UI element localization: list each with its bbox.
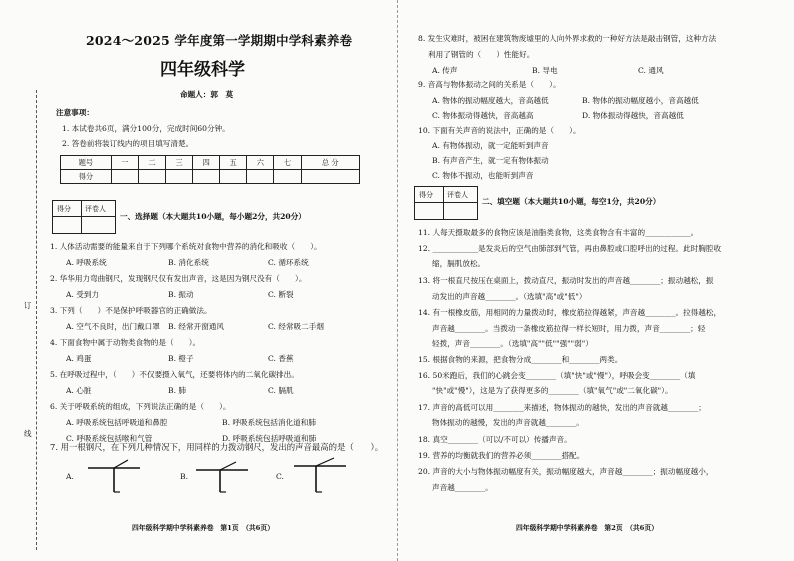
grader-score-label: 得分 bbox=[419, 191, 433, 199]
fill-line: 声音越________。当拨动一条橡皮筋拉得一样长短时，用力拨，声音________；轻 bbox=[432, 324, 706, 333]
score-cell: 题号 bbox=[61, 156, 112, 170]
q2-option-c[interactable]: C. 断裂 bbox=[268, 290, 294, 299]
score-input-cell[interactable] bbox=[220, 170, 247, 184]
note-2: 2. 答卷前将装订线内的项目填写清楚。 bbox=[62, 139, 194, 148]
score-input-cell[interactable] bbox=[138, 170, 165, 184]
q6-option-b[interactable]: B. 呼吸系统包括消化道和肺 bbox=[222, 418, 316, 427]
q7-option-a[interactable]: A. bbox=[66, 472, 74, 481]
q3-option-a[interactable]: A. 空气不良时，出门戴口罩 bbox=[66, 322, 160, 331]
q6-option-c[interactable]: C. 呼吸系统包括喉和气管 bbox=[66, 434, 153, 443]
score-table-header-row bbox=[61, 156, 360, 170]
score-cell: 六 bbox=[247, 156, 274, 170]
question-6: 6. 关于呼吸系统的组成，下列说法正确的是（ ）。 bbox=[50, 402, 231, 411]
q10-option-c[interactable]: C. 物体不振动，也能听到声音 bbox=[432, 171, 534, 180]
q9-option-a[interactable]: A. 物体的振动幅度越大，音高越低 bbox=[432, 96, 549, 105]
q8-option-b[interactable]: B. 导电 bbox=[532, 66, 558, 75]
question-2: 2. 华华用力弯曲钢尺，发现钢尺仅有发出声音，这是因为钢尺没有（ ）。 bbox=[50, 274, 307, 283]
page-2-footer: 四年级科学期中学科素养卷 第2页 （共6页） bbox=[516, 524, 658, 532]
ruler-figure-b bbox=[192, 456, 256, 496]
score-cell: 三 bbox=[166, 156, 193, 170]
section-2-heading: 二、填空题（本大题共10小题，每空1分，共20分） bbox=[482, 197, 661, 206]
score-input-cell[interactable] bbox=[111, 170, 138, 184]
question-8-cont: 利用了钢管的（ ）性能好。 bbox=[428, 50, 535, 59]
fill-line: 物体振动的越慢，发出的声音就越________。 bbox=[432, 418, 584, 427]
fill-line: "快"或"慢"），这是为了获得更多的________（填"氧气"或"二氧化碳"）。 bbox=[432, 386, 673, 395]
fill-line: 17. 声音的高低可以用________来描述，物体振动的越快，发出的声音就越________； bbox=[418, 403, 706, 412]
q5-option-c[interactable]: C. 膈肌 bbox=[268, 386, 294, 395]
score-cell: 二 bbox=[138, 156, 165, 170]
question-5: 5. 在呼吸过程中，（ ）不仅要摄入氧气，还要将体内的二氧化碳排出。 bbox=[50, 370, 299, 379]
q1-option-a[interactable]: A. 呼吸系统 bbox=[66, 258, 107, 267]
question-8: 8. 发生灾难时，被困在建筑物废墟里的人向外界求救的一种好方法是敲击钢管，这种方法 bbox=[418, 34, 717, 43]
q5-option-a[interactable]: A. 心脏 bbox=[66, 386, 92, 395]
score-input-cell[interactable] bbox=[166, 170, 193, 184]
q9-option-d[interactable]: D. 物体振动得越快，音高越低 bbox=[582, 111, 684, 120]
q10-option-b[interactable]: B. 有声音产生，就一定有物体振动 bbox=[432, 156, 549, 165]
margin-mark-xian: 线 bbox=[24, 429, 32, 438]
q6-option-a[interactable]: A. 呼吸系统包括呼吸道和鼻腔 bbox=[66, 418, 168, 427]
note-1: 1. 本试卷共6页，满分100分，完成时间60分钟。 bbox=[62, 124, 230, 133]
grader-box bbox=[52, 200, 116, 234]
page-1-footer: 四年级科学期中学科素养卷 第1页 （共6页） bbox=[132, 524, 274, 532]
q7-option-b[interactable]: B. bbox=[180, 472, 188, 481]
grader-divider-h bbox=[415, 202, 477, 203]
grader-box-2 bbox=[414, 186, 478, 220]
subject-title: 四年级科学 bbox=[160, 60, 245, 80]
q7-option-c[interactable]: C. bbox=[276, 472, 284, 481]
fill-line: 15. 根据食物的来源，把食物分成________和________两类。 bbox=[418, 355, 623, 364]
fill-line: 14. 有一根橡皮筋，用相同的力量拨动时，橡皮筋拉得越紧，声音越________。拉得越松， bbox=[418, 308, 722, 317]
section-1-heading: 一、选择题（本大题共10小题，每小题2分，共20分） bbox=[120, 212, 306, 221]
fill-line: 12. ____________是发炎后的空气由肺部到气管，再由鼻腔或口腔呼出的过程。此时胸腔收 bbox=[418, 244, 722, 253]
fill-line: 11. 人每天摄取最多的食物应该是油脂类食物，这类食物含有丰富的____________。 bbox=[418, 228, 699, 237]
score-cell: 五 bbox=[220, 156, 247, 170]
fill-line: 20. 声音的大小与物体振动幅度有关，振动幅度越大，声音越________；振动幅度越小， bbox=[418, 467, 714, 476]
margin-mark-ding: 订 bbox=[24, 301, 32, 310]
score-input-cell[interactable] bbox=[193, 170, 220, 184]
score-cell: 总 分 bbox=[301, 156, 360, 170]
score-table-score-row bbox=[61, 170, 360, 184]
question-10: 10. 下面有关声音的说法中，正确的是（ ）。 bbox=[418, 126, 581, 135]
grader-score-label: 得分 bbox=[57, 205, 71, 213]
notes-heading: 注意事项： bbox=[56, 108, 94, 117]
score-cell: 一 bbox=[111, 156, 138, 170]
grader-divider-v bbox=[443, 187, 444, 219]
exam-title: 2024～2025 学年度第一学期期中学科素养卷 bbox=[86, 33, 353, 48]
binding-line bbox=[36, 90, 37, 550]
score-cell: 七 bbox=[274, 156, 301, 170]
q3-option-b[interactable]: B. 经常开窗通风 bbox=[168, 322, 224, 331]
fill-line: 13. 将一根直尺按压在桌面上，拨动直尺，振动时发出的声音越________；振动越松，振 bbox=[418, 276, 714, 285]
q4-option-a[interactable]: A. 鸡蛋 bbox=[66, 354, 92, 363]
fill-line: 16. 50米跑后，我们的心跳会变________（填"快"或"慢"），呼吸会变________（填 bbox=[418, 371, 696, 380]
q1-option-b[interactable]: B. 消化系统 bbox=[168, 258, 209, 267]
q10-option-a[interactable]: A. 有物体振动，就一定能听到声音 bbox=[432, 141, 549, 150]
score-input-cell[interactable] bbox=[247, 170, 274, 184]
q6-option-d[interactable]: D. 呼吸系统包括呼吸道和肺 bbox=[222, 434, 317, 443]
fill-line: 19. 营养的均衡就我们的营养必须________搭配。 bbox=[418, 451, 585, 460]
grader-reviewer-label: 评卷人 bbox=[447, 191, 468, 199]
score-input-cell[interactable] bbox=[274, 170, 301, 184]
fill-line: 18. 真空________（可以/不可以）传播声音。 bbox=[418, 435, 572, 444]
question-1: 1. 人体活动需要的能量来自于下列哪个系统对食物中营养的消化和吸收（ ）。 bbox=[50, 242, 322, 251]
q2-option-b[interactable]: B. 振动 bbox=[168, 290, 194, 299]
q1-option-c[interactable]: C. 循环系统 bbox=[268, 258, 309, 267]
fill-line: 声音越________。 bbox=[432, 483, 493, 492]
q2-option-a[interactable]: A. 受到力 bbox=[66, 290, 100, 299]
score-cell: 四 bbox=[193, 156, 220, 170]
grader-divider-v bbox=[81, 201, 82, 233]
question-7: 7. 用一根钢尺，在下列几种情况下，用同样的力拨动钢尺，发出的声音最高的是（ ）。 bbox=[50, 442, 384, 452]
q9-option-c[interactable]: C. 物体振动得越快，音高越高 bbox=[432, 111, 534, 120]
q5-option-b[interactable]: B. 肺 bbox=[168, 386, 187, 395]
question-4: 4. 下面食物中属于动物类食物的是（ ）。 bbox=[50, 338, 201, 347]
score-table bbox=[60, 155, 360, 184]
grader-divider-h bbox=[53, 216, 115, 217]
q4-option-c[interactable]: C. 香蕉 bbox=[268, 354, 294, 363]
ruler-figure-a bbox=[84, 456, 148, 496]
q3-option-c[interactable]: C. 经常吸二手烟 bbox=[268, 322, 324, 331]
page-2 bbox=[397, 0, 794, 561]
score-row-label: 得分 bbox=[61, 170, 112, 184]
fill-line: 缩，膈肌放松。 bbox=[432, 259, 486, 268]
q8-option-a[interactable]: A. 传声 bbox=[432, 66, 458, 75]
q8-option-c[interactable]: C. 通风 bbox=[638, 66, 664, 75]
score-input-cell[interactable] bbox=[301, 170, 360, 184]
q4-option-b[interactable]: B. 橙子 bbox=[168, 354, 194, 363]
question-9: 9. 音高与物体振动之间的关系是（ ）。 bbox=[418, 80, 561, 89]
author-line: 命题人：郭 莫 bbox=[180, 90, 234, 99]
fill-line: 动发出的声音越________。（选填"高"或"低"） bbox=[432, 292, 587, 301]
q9-option-b[interactable]: B. 物体的振动幅度越小，音高越低 bbox=[582, 96, 699, 105]
grader-reviewer-label: 评卷人 bbox=[85, 205, 106, 213]
fill-line: 轻拨，声音________。（选填"高""低""强""弱"） bbox=[432, 339, 593, 348]
question-3: 3. 下列（ ）不是保护呼吸器官的正确做法。 bbox=[50, 306, 212, 315]
ruler-figure-c bbox=[290, 456, 354, 496]
